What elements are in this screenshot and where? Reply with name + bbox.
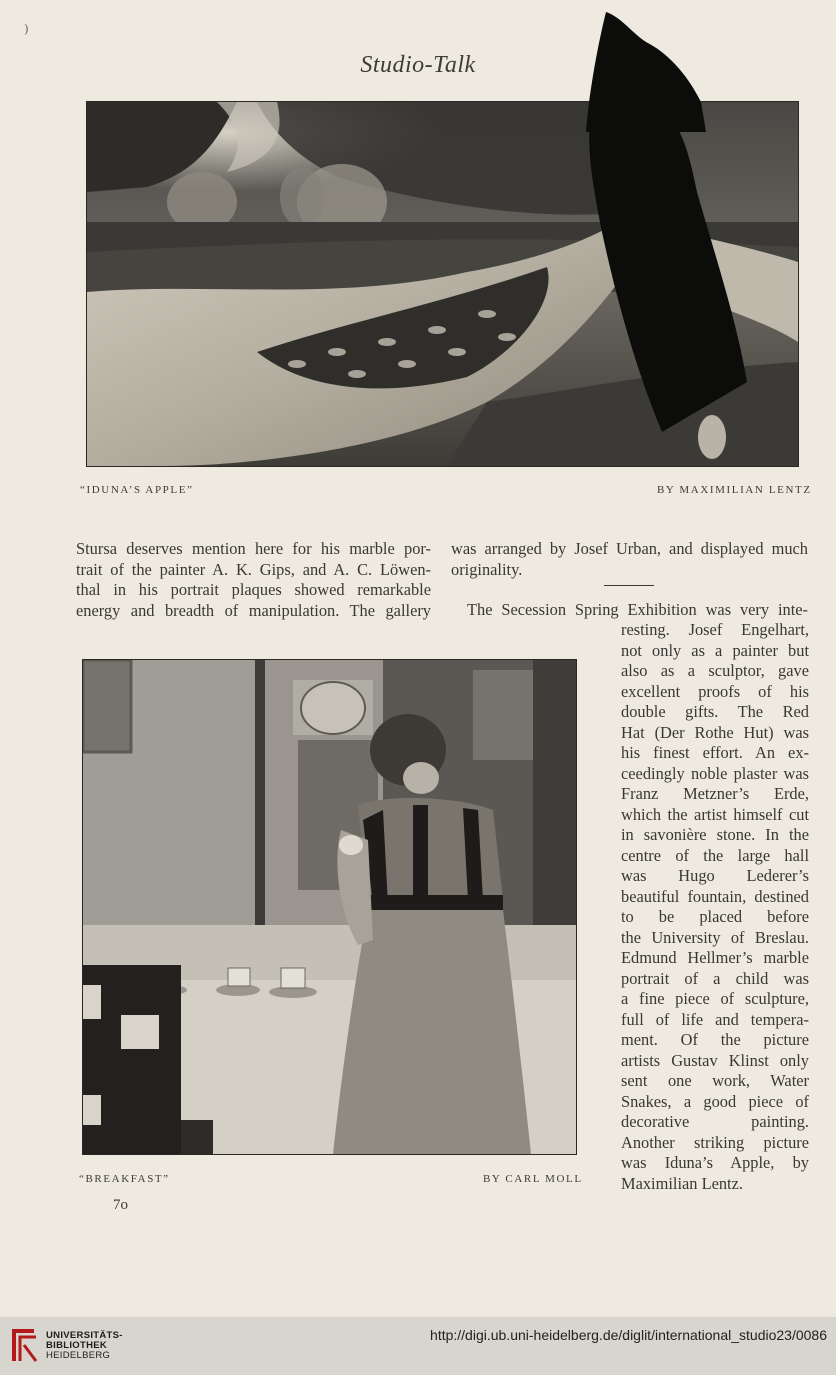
margin-mark: ) [24, 22, 29, 36]
text-line: a fine piece of sculpture, [621, 989, 809, 1008]
text-line: centre of the large hall [621, 845, 809, 865]
paragraph-secession [467, 600, 808, 621]
text-line: full of life and tempera- [621, 1009, 809, 1029]
caption-credit-bottom: BY CARL MOLL [483, 1173, 583, 1185]
text-line: energy and breadth of manipulation. The gallery [76, 600, 431, 620]
breakfast-illustration [83, 660, 576, 1154]
left-column [76, 539, 431, 621]
text-line: Edmund Hellmer’s marble [621, 948, 809, 967]
text-line: was Iduna’s Apple, by [621, 1153, 809, 1172]
text-line: sent one work, Water [621, 1071, 809, 1090]
text-line: was arranged by Josef Urban, and displayed much [451, 539, 808, 558]
plate-breakfast [82, 659, 577, 1155]
right-column [451, 539, 808, 580]
running-head: Studio-Talk [360, 52, 476, 78]
text-line: not only as a painter but [621, 640, 809, 660]
text-line: portrait of a child was [621, 968, 809, 988]
text-line: Snakes, a good piece of [621, 1091, 809, 1111]
text-line: Franz Metzner’s Erde, [621, 784, 809, 803]
section-divider [604, 585, 654, 586]
text-line: originality. [451, 559, 523, 579]
text-line: trait of the painter A. K. Gips, and A. C. Löwen- [76, 559, 431, 579]
text-line: beautiful fountain, destined [621, 886, 809, 906]
text-line: thal in his portrait plaques showed remarkable [76, 580, 431, 599]
torn-paper-mask [586, 12, 766, 132]
text-line: Another striking picture [621, 1132, 809, 1152]
caption-title-bottom: “BREAKFAST” [79, 1173, 170, 1185]
library-name-line3: HEIDELBERG [46, 1350, 111, 1361]
text-line: decorative painting. [621, 1112, 809, 1131]
footer-bar [0, 1317, 836, 1375]
text-line: was Hugo Lederer’s [621, 866, 809, 885]
text-line: the University of Breslau. [621, 927, 809, 947]
text-line: The Secession Spring Exhibition was very inte- [467, 600, 808, 619]
text-line: excellent proofs of his [621, 681, 809, 701]
text-line: which the artist himself cut [621, 804, 809, 824]
text-line: double gifts. The Red [621, 702, 809, 721]
library-logo-icon [10, 1325, 40, 1365]
caption-credit-top: BY MAXIMILIAN LENTZ [657, 484, 812, 496]
text-line: Maximilian Lentz. [621, 1173, 743, 1193]
caption-title-top: “IDUNA’S APPLE” [80, 484, 194, 496]
text-line: in savonière stone. In the [621, 825, 809, 844]
text-line: to be placed before [621, 907, 809, 926]
text-line: ceedingly noble plaster was [621, 763, 809, 783]
text-line: Stursa deserves mention here for his marble por- [76, 539, 431, 558]
narrow-column [621, 620, 809, 1194]
text-line: also as a sculptor, gave [621, 661, 809, 680]
idunas-apple-illustration [87, 102, 798, 466]
plate-idunas-apple [86, 101, 799, 467]
library-name-line2: BIBLIOTHEK [46, 1340, 108, 1351]
text-line: Hat (Der Rothe Hut) was [621, 722, 809, 742]
library-name-line1: UNIVERSITÄTS- [46, 1330, 123, 1341]
text-line: artists Gustav Klinst only [621, 1050, 809, 1070]
text-line: his finest effort. An ex- [621, 743, 809, 762]
text-line: resting. Josef Engelhart, [621, 620, 809, 639]
source-url-link[interactable]: http://digi.ub.uni-heidelberg.de/diglit/international_studio23/0086 [430, 1327, 827, 1343]
library-name [46, 1331, 123, 1361]
page-number: 7o [113, 1197, 128, 1213]
text-line: ment. Of the picture [621, 1030, 809, 1049]
